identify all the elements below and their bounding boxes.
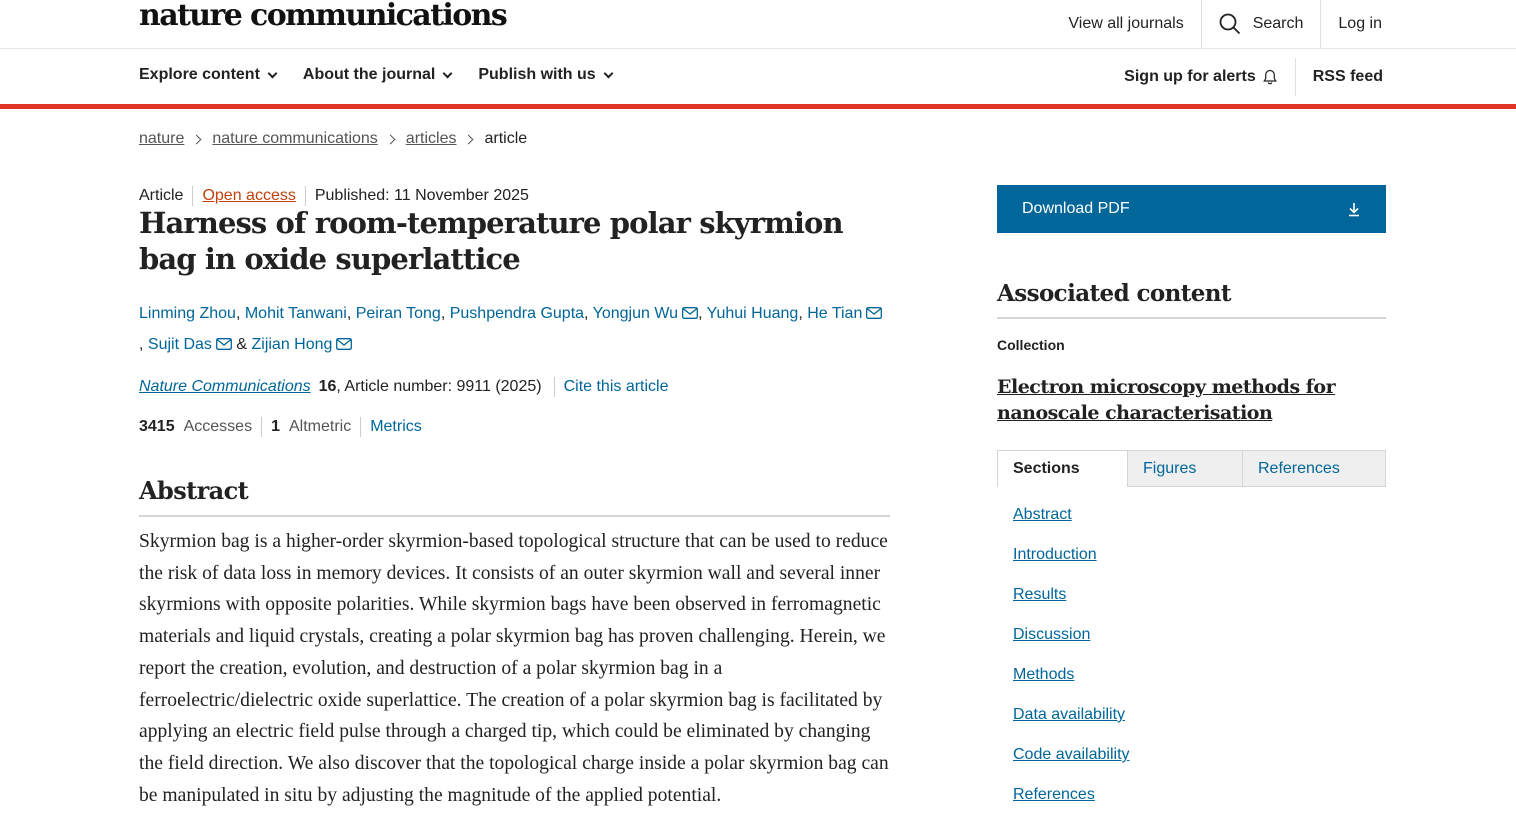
- header-links: [1051, 0, 1399, 48]
- section-link-code-availability[interactable]: Code availability: [1013, 746, 1130, 763]
- publish-with-us-menu[interactable]: [478, 66, 611, 84]
- tab-sections[interactable]: Sections: [997, 450, 1128, 487]
- download-pdf-button[interactable]: [997, 185, 1386, 233]
- rss-feed-link[interactable]: RSS feed: [1312, 67, 1383, 85]
- metrics-link[interactable]: Metrics: [370, 418, 422, 435]
- article-type: Article: [139, 187, 184, 204]
- download-icon: [1347, 201, 1361, 217]
- breadcrumb: [139, 130, 527, 148]
- abstract-text: Skyrmion bag is a higher-order skyrmion-based topological structure that can be used to reduce the risk of data loss in memory devices. It consists of an outer skyrmion wall and several inner skyrmions with opposite polarities. While skyrmion bags have been observed in ferromagnetic materials and liquid crystals, creating a polar skyrmion bag has proven challenging. Herein, we report the creation, evolution, and destruction of a polar skyrmion bag in a ferroelectric/dielectric oxide superlattice. The creation of a polar skyrmion bag is facilitated by applying an electric field pulse through a charged tip, which could be eliminated by changing the field direction. We also discover that the topological charge inside a polar skyrmion bag can be manipulated in situ by adjusting the magnitude of the applied potential.: [139, 531, 889, 806]
- top-header: [0, 0, 1516, 49]
- author-list: Linming Zhou, Mohit Tanwani, Peiran Tong, Pushpendra Gupta, Yongjun Wu , Yuhui Huang, He Tian , Sujit Das & Zijian Hong: [139, 298, 899, 360]
- abstract-heading: Abstract: [139, 476, 890, 517]
- altmetric-count: 1: [271, 418, 280, 435]
- divider: [261, 417, 262, 437]
- explore-content-menu[interactable]: [139, 66, 276, 84]
- chevron-down-icon: [603, 68, 613, 78]
- section-link-abstract[interactable]: Abstract: [1013, 506, 1072, 523]
- tab-figures[interactable]: Figures: [1128, 450, 1243, 487]
- divider: [192, 186, 193, 206]
- article-meta: [139, 186, 529, 206]
- author-link[interactable]: Zijian Hong: [251, 336, 333, 353]
- divider: [360, 417, 361, 437]
- cite-this-article-link[interactable]: Cite this article: [563, 378, 669, 395]
- divider: [554, 377, 555, 397]
- mail-icon[interactable]: [682, 307, 698, 319]
- open-access-link[interactable]: Open access: [202, 187, 296, 204]
- login-link[interactable]: [1320, 0, 1399, 48]
- search-label: Search: [1252, 15, 1304, 32]
- mail-icon[interactable]: [336, 338, 352, 350]
- download-pdf-label: Download PDF: [1022, 200, 1130, 217]
- tab-references[interactable]: References: [1243, 450, 1386, 487]
- section-link-methods[interactable]: Methods: [1013, 666, 1075, 683]
- citation-line: [139, 377, 669, 397]
- view-all-journals-link[interactable]: [1051, 0, 1200, 48]
- author-link[interactable]: Mohit Tanwani: [244, 305, 347, 322]
- chevron-right-icon: [385, 134, 395, 144]
- author-link[interactable]: He Tian: [807, 305, 863, 322]
- explore-content-label: Explore content: [139, 66, 260, 83]
- published-date: Published: 11 November 2025: [314, 187, 529, 204]
- about-journal-label: About the journal: [302, 66, 436, 83]
- chevron-down-icon: [267, 68, 277, 78]
- author-link[interactable]: Pushpendra Gupta: [449, 305, 585, 322]
- volume-number: 16: [318, 378, 337, 395]
- sign-up-alerts-link[interactable]: [1124, 58, 1296, 96]
- mail-icon[interactable]: [216, 338, 232, 350]
- accesses-label: Accesses: [183, 418, 253, 435]
- section-link-results[interactable]: Results: [1013, 586, 1067, 603]
- breadcrumb-articles[interactable]: articles: [405, 130, 457, 147]
- site-logo[interactable]: nature communications: [139, 0, 507, 33]
- author-link[interactable]: Peiran Tong: [355, 305, 441, 322]
- author-link[interactable]: Yuhui Huang: [706, 305, 799, 322]
- article-title: Harness of room-temperature polar skyrmion bag in oxide superlattice: [139, 206, 843, 276]
- article-number: , Article number: 9911 (2025): [336, 378, 542, 395]
- chevron-right-icon: [192, 134, 202, 144]
- chevron-down-icon: [443, 68, 453, 78]
- section-link-introduction[interactable]: Introduction: [1013, 546, 1097, 563]
- section-nav: [1013, 505, 1130, 816]
- accesses-count: 3415: [139, 418, 175, 435]
- login-label: Log in: [1338, 15, 1382, 32]
- author-link[interactable]: Linming Zhou: [139, 305, 236, 322]
- altmetric-label: Altmetric: [288, 418, 352, 435]
- collection-title-link[interactable]: Electron microscopy methods for nanoscale characterisation: [997, 376, 1336, 424]
- breadcrumb-nature-communications[interactable]: nature communications: [212, 130, 378, 147]
- author-link[interactable]: Yongjun Wu: [592, 305, 679, 322]
- breadcrumb-nature[interactable]: nature: [139, 130, 185, 147]
- publish-with-us-label: Publish with us: [478, 66, 596, 83]
- author-link[interactable]: Sujit Das: [147, 336, 212, 353]
- search-icon: [1219, 13, 1241, 35]
- view-all-journals-label: View all journals: [1068, 15, 1184, 32]
- about-journal-menu[interactable]: [303, 66, 451, 84]
- sidebar-tabs: [997, 450, 1386, 487]
- associated-content-heading: Associated content: [997, 280, 1386, 319]
- bell-icon: [1262, 69, 1278, 85]
- divider: [305, 186, 306, 206]
- main-nav: [0, 49, 1516, 109]
- section-link-references[interactable]: References: [1013, 786, 1095, 803]
- mail-icon[interactable]: [866, 307, 882, 319]
- alerts-label: Sign up for alerts: [1124, 67, 1256, 85]
- journal-link[interactable]: Nature Communications: [139, 378, 311, 395]
- article-metrics: [139, 417, 422, 437]
- chevron-right-icon: [464, 134, 474, 144]
- search-button[interactable]: [1201, 0, 1321, 48]
- collection-label: Collection: [997, 337, 1065, 353]
- section-link-discussion[interactable]: Discussion: [1013, 626, 1091, 643]
- section-link-data-availability[interactable]: Data availability: [1013, 706, 1126, 723]
- breadcrumb-article: article: [484, 130, 528, 147]
